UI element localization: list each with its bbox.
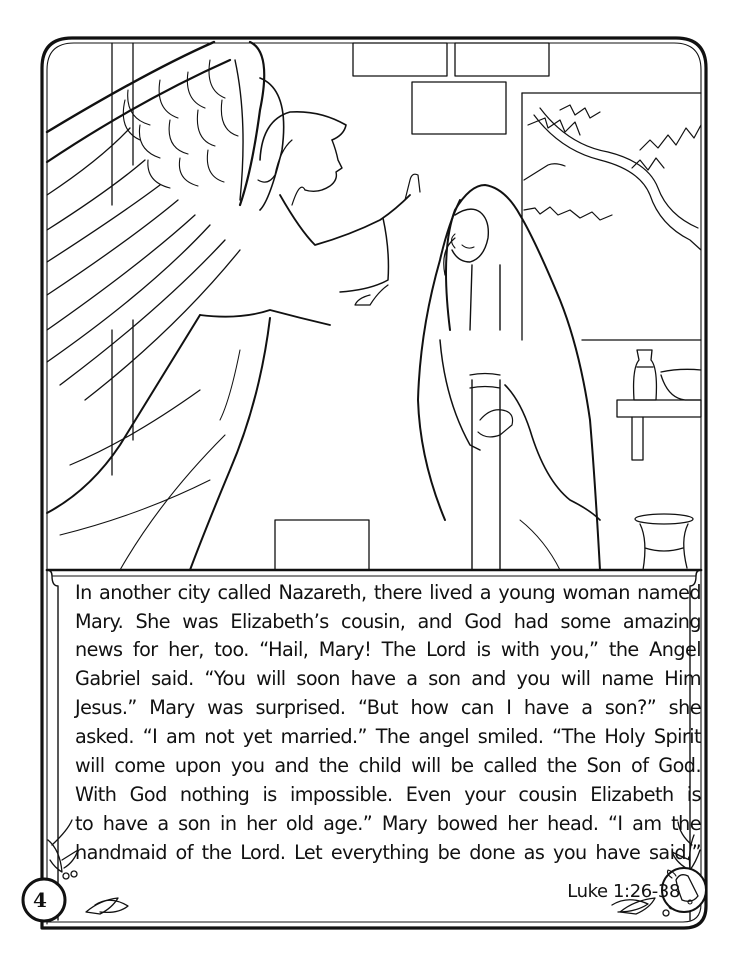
story-line: With God nothing is impossible. Even your cousin Elizabeth is [75,783,701,806]
story-line: news for her, too. “Hail, Mary! The Lord is with you,” the Angel [75,638,701,661]
angel-icon [47,42,420,570]
page-number: 4 [33,888,47,912]
story-line: to have a son in her old age.” Mary bowed her head. “I am the [75,812,701,835]
scripture-reference: Luke 1:26-38 [567,881,680,902]
story-line: asked. “I am not yet married.” The angel smiled. “The Holy Spirit [75,725,701,748]
story-line: In another city called Nazareth, there lived a young woman named [75,581,701,604]
story-line: will come upon you and the child will be called the Son of God. [75,754,701,777]
vase-icon [634,350,657,400]
tree-window-icon [524,105,701,250]
story-line: Jesus.” Mary was surprised. “But how can I have a son?” she [75,696,701,719]
story-line: handmaid of the Lord. Let everything be done as you have said.” [75,841,701,864]
bowl-icon [661,369,701,400]
shelf-icon [617,400,701,460]
story-line: Gabriel said. “You will soon have a son and you will name Him [75,667,701,690]
room-background [112,43,701,570]
story-line: Mary. She was Elizabeth’s cousin, and God had some amazing [75,610,701,633]
pot-icon [635,514,693,570]
mary-icon [418,185,600,570]
